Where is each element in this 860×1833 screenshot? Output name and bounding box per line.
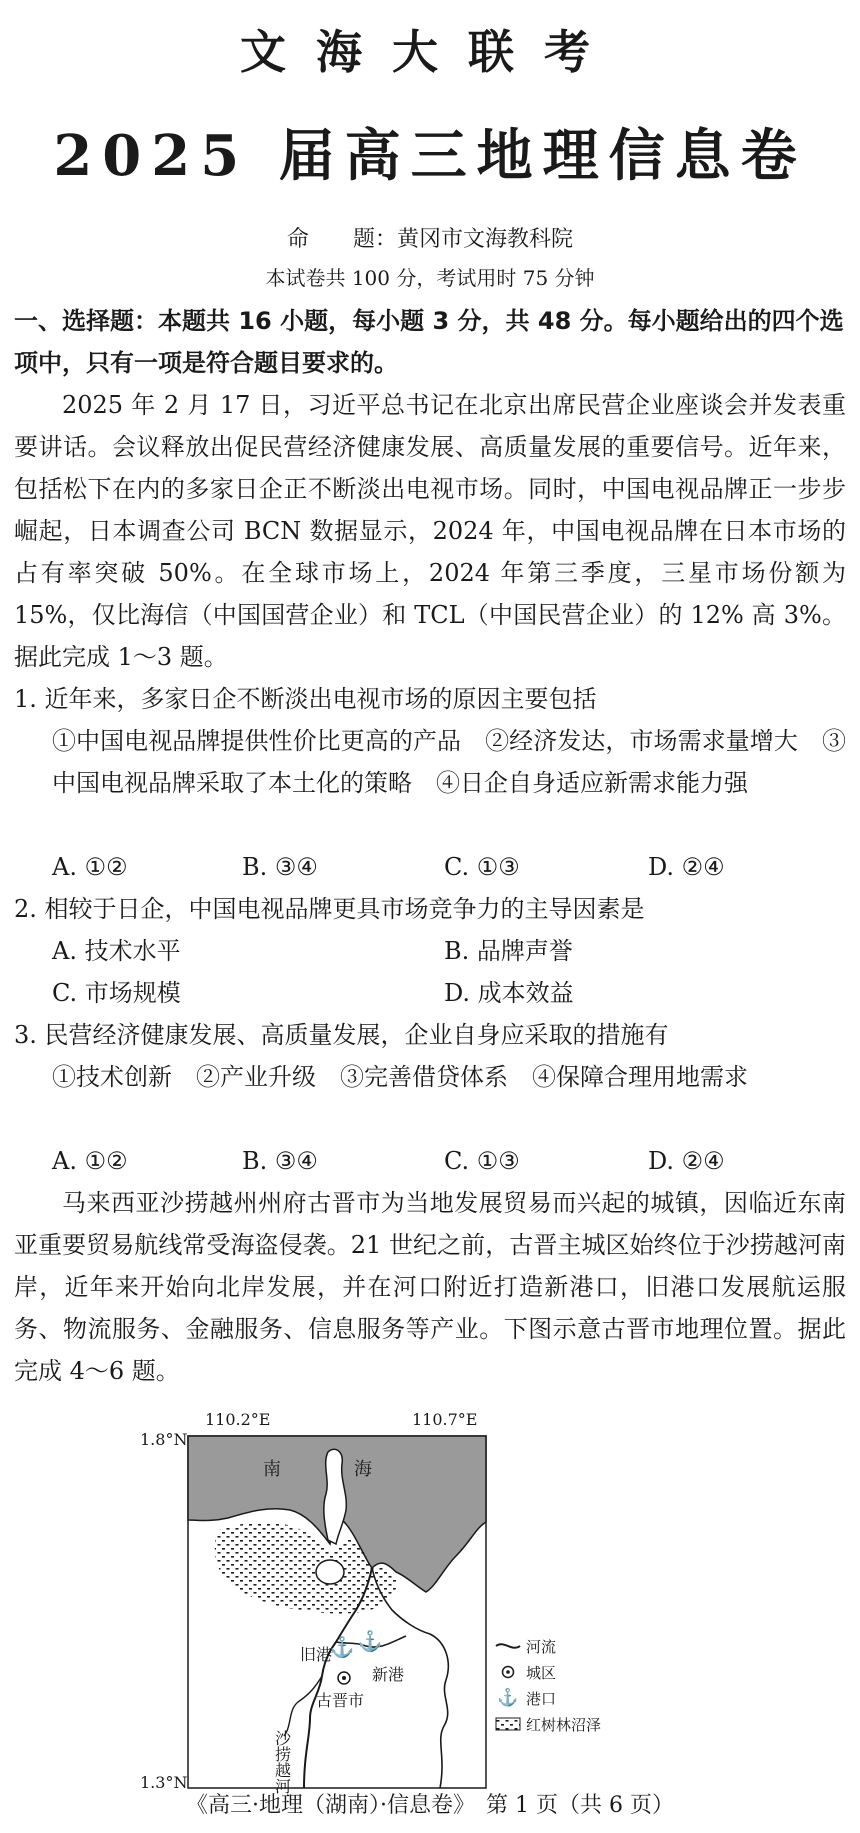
legend-river-label: 河流 bbox=[526, 1638, 557, 1656]
new-port-label: 新港 bbox=[372, 1665, 405, 1684]
city-label: 古晋市 bbox=[316, 1691, 365, 1710]
passage-2: 马来西亚沙捞越州州府古晋市为当地发展贸易而兴起的城镇，因临近东南亚重要贸易航线常受海盗侵袭。21 世纪之前，古晋主城区始终位于沙捞越河南岸，近年来开始向北岸发展，并在河口附近打造新港口，旧港口发展航运服务、物流服务、金融服务、信息服务等产业。下图示意古晋市地理位置。据此完成 4～6 题。 bbox=[14, 1189, 846, 1385]
choice-b: B. ③④ bbox=[242, 853, 318, 881]
sea-label-2: 海 bbox=[354, 1459, 372, 1480]
legend-port-label: 港口 bbox=[526, 1690, 557, 1708]
river-name-label: 沙捞越河 bbox=[272, 1730, 292, 1794]
legend-port-icon: ⚓ bbox=[497, 1688, 519, 1708]
choice-c: C. ①③ bbox=[444, 853, 520, 881]
island bbox=[316, 1560, 344, 1584]
kuching-location-map bbox=[140, 1410, 760, 1800]
choice-b: B. ③④ bbox=[242, 1147, 318, 1175]
choice-a: A. ①② bbox=[52, 853, 128, 881]
choice-c: C. 市场规模 bbox=[52, 979, 181, 1007]
question-3-items: ①技术创新 ②产业升级 ③完善借贷体系 ④保障合理用地需求 bbox=[52, 1063, 748, 1091]
latitude-label-bottom: 1.3°N bbox=[140, 1773, 188, 1792]
longitude-label-left: 110.2°E bbox=[205, 1410, 271, 1429]
organizer-title: 文海大联考 bbox=[240, 25, 620, 79]
choice-a: A. ①② bbox=[52, 1147, 128, 1175]
question-1-items: ①中国电视品牌提供性价比更高的产品 ②经济发达，市场需求量增大 ③中国电视品牌采取了本土化的策略 ④日企自身适应新需求能力强 bbox=[52, 727, 846, 797]
latitude-label-top: 1.8°N bbox=[140, 1430, 188, 1449]
choice-d: D. ②④ bbox=[648, 1147, 725, 1175]
question-3-stem: 3. 民营经济健康发展、高质量发展，企业自身应采取的措施有 bbox=[14, 1021, 669, 1049]
legend-mangrove-label: 红树林沼泽 bbox=[526, 1716, 602, 1734]
question-2-stem: 2. 相较于日企，中国电视品牌更具市场竞争力的主导因素是 bbox=[14, 895, 645, 923]
choice-a: A. 技术水平 bbox=[52, 937, 181, 965]
passage-1: 2025 年 2 月 17 日，习近平总书记在北京出席民营企业座谈会并发表重要讲话。会议释放出促民营经济健康发展、高质量发展的重要信号。近年来，包括松下在内的多家日企正不断淡出电视市场。同时，中国电视品牌正一步步崛起，日本调查公司 BCN 数据显示，2024 年，中国电视品牌在日本市场的占有率突破 50%。在全球市场上，2024 年第三季度，三星市场份额为 15%，仅比海信（中国国营企业）和 TCL（中国民营企业）的 12% 高 3%。据此完成 1～3 题。 bbox=[14, 391, 846, 671]
legend-river-icon bbox=[496, 1644, 520, 1647]
sea-label-1: 南 bbox=[263, 1459, 281, 1480]
new-port-anchor-icon: ⚓ bbox=[357, 1629, 383, 1653]
choice-c: C. ①③ bbox=[444, 1147, 520, 1175]
choice-d: D. ②④ bbox=[648, 853, 725, 881]
exam-info: 本试卷共 100 分，考试用时 75 分钟 bbox=[265, 266, 595, 290]
old-port-label: 旧港 bbox=[300, 1645, 333, 1664]
old-port-anchor-icon: ⚓ bbox=[329, 1635, 355, 1659]
choice-b: B. 品牌声誉 bbox=[444, 937, 573, 965]
legend-city-label: 城区 bbox=[526, 1664, 557, 1682]
page-footer: 《高三·地理（湖南）·信息卷》 第 1 页（共 6 页） bbox=[186, 1793, 674, 1818]
longitude-label-right: 110.7°E bbox=[412, 1410, 478, 1429]
choice-d: D. 成本效益 bbox=[444, 979, 574, 1007]
section-heading: 一、选择题：本题共 16 小题，每小题 3 分，共 48 分。每小题给出的四个选项中，只有一项是符合题目要求的。 bbox=[14, 307, 844, 377]
legend-mangrove-icon bbox=[496, 1718, 520, 1730]
question-1-stem: 1. 近年来，多家日企不断淡出电视市场的原因主要包括 bbox=[14, 685, 597, 713]
exam-title: 2025 届高三地理信息卷 bbox=[53, 123, 807, 189]
author-line: 命 题：黄冈市文海教科院 bbox=[286, 227, 573, 252]
